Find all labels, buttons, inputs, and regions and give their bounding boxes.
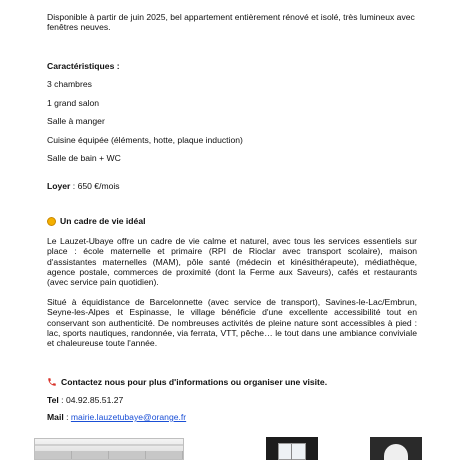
mail-separator: :	[63, 412, 71, 422]
tel-line	[47, 395, 123, 405]
contact-title	[47, 377, 327, 387]
mail-link[interactable]: mairie.lauzetubaye@orange.fr	[70, 412, 187, 422]
sun-icon	[47, 217, 56, 226]
tel-label: Tel	[47, 395, 59, 405]
caracteristiques-title: Caractéristiques :	[47, 61, 120, 71]
mail-line	[47, 412, 186, 422]
mail-label: Mail	[47, 412, 64, 422]
list-item: 1 grand salon	[47, 97, 100, 108]
cadre-title-text: Un cadre de vie idéal	[60, 216, 146, 226]
list-item: Cuisine équipée (éléments, hotte, plaque induction)	[47, 134, 243, 145]
photo-hallway	[370, 437, 422, 460]
photo-window	[266, 437, 318, 460]
caracteristiques-list	[47, 79, 243, 172]
list-item: 3 chambres	[47, 79, 92, 89]
loyer-label: Loyer	[47, 181, 71, 191]
tel-value: : 04.92.85.51.27	[58, 395, 124, 405]
contact-title-text: Contactez nous pour plus d'informations ou organiser une visite.	[61, 377, 328, 387]
cadre-title	[47, 216, 146, 226]
phone-icon	[47, 377, 57, 387]
cadre-paragraph-2: Situé à équidistance de Barcelonnette (avec service de transport), Savines-le-Lac/Embrun, Seyne-les-Alpes et Espinasse, le village bénéficie d'une excellente accessibilité tout en conservant son authenticité. De nombreuses activités de pleine nature sont accessibles à pied : lac, sports nautiques, randonnée, via ferrata, VTT, pêche… le tout dans une ambiance conviviale et chaleureuse toute l'année.	[47, 297, 417, 349]
loyer-line	[47, 181, 120, 191]
photo-living-room	[34, 438, 184, 460]
list-item: Salle de bain + WC	[47, 153, 121, 164]
loyer-value: : 650 €/mois	[70, 181, 120, 191]
intro-text: Disponible à partir de juin 2025, bel appartement entièrement rénové et isolé, très lumineux avec fenêtres neuves.	[47, 12, 415, 33]
list-item: Salle à manger	[47, 116, 105, 127]
cadre-paragraph-1: Le Lauzet-Ubaye offre un cadre de vie calme et naturel, avec tous les services essentiels sur place : école maternelle et primaire (RPI de Rioclar avec transport scolaire), maison d'assistantes maternelles (MAM), pôle santé (médecin et kinésithérapeute), médiathèque, agence postale, commerces de proximité (dont la Ferme aux Saveurs), cafés et restaurants (avec service pain quotidien).	[47, 236, 417, 288]
